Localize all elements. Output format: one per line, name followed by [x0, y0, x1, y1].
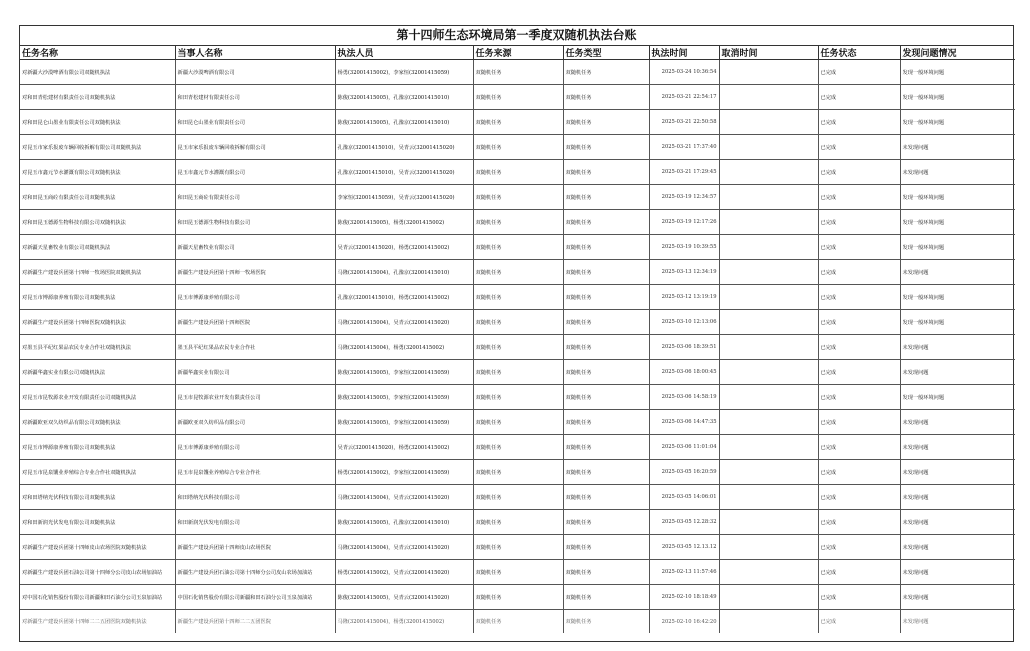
enforcement-time-cell: 2025-03-06 14:47:35 — [649, 410, 719, 435]
task-status-cell: 已完成 — [818, 510, 900, 535]
cancel-time-cell — [719, 585, 818, 610]
findings-cell: 未发现问题 — [900, 535, 1015, 560]
task-status-cell: 已完成 — [818, 335, 900, 360]
table-row — [20, 335, 1015, 360]
findings-cell: 未发现问题 — [900, 260, 1015, 285]
task-name-cell: 对新疆生产建设兵团第十四师二二五团医院双随机执法 — [20, 610, 175, 634]
table-row — [20, 110, 1015, 135]
party-name-cell: 新疆生产建设兵团第十四师医院 — [175, 310, 335, 335]
task-type-cell: 双随机任务 — [563, 160, 649, 185]
findings-cell: 发现一般环境问题 — [900, 310, 1015, 335]
header-task-source: 任务来源 — [473, 46, 563, 60]
task-type-cell: 双随机任务 — [563, 285, 649, 310]
officers-cell: 马隆(32001415004)，吴青云(32001415020) — [335, 310, 473, 335]
header-task-status: 任务状态 — [818, 46, 900, 60]
task-type-cell: 双随机任务 — [563, 135, 649, 160]
task-name-cell: 对新疆生产建设兵团第十四师皮山农场医院双随机执法 — [20, 535, 175, 560]
table-row — [20, 610, 1015, 634]
task-status-cell: 已完成 — [818, 610, 900, 634]
task-source-cell: 双随机任务 — [473, 135, 563, 160]
cancel-time-cell — [719, 285, 818, 310]
cancel-time-cell — [719, 210, 818, 235]
task-name-cell: 对新疆生产建设兵团第十四师一牧场医院双随机执法 — [20, 260, 175, 285]
officers-cell: 马隆(32001415004)，孔豫京(32001415010) — [335, 260, 473, 285]
cancel-time-cell — [719, 235, 818, 260]
ledger-table — [20, 46, 1015, 633]
task-source-cell: 双随机任务 — [473, 235, 563, 260]
task-type-cell: 双随机任务 — [563, 60, 649, 85]
header-row — [20, 46, 1015, 60]
cancel-time-cell — [719, 335, 818, 360]
party-name-cell: 昆玉市昆泉馕业养殖综合专业合作社 — [175, 460, 335, 485]
enforcement-time-cell: 2025-03-19 10:39:55 — [649, 235, 719, 260]
task-source-cell: 双随机任务 — [473, 560, 563, 585]
task-name-cell: 对和田青松建材有限责任公司双随机执法 — [20, 85, 175, 110]
party-name-cell: 新疆大沙漠啤酒有限公司 — [175, 60, 335, 85]
table-row — [20, 185, 1015, 210]
findings-cell: 未发现问题 — [900, 410, 1015, 435]
task-source-cell: 双随机任务 — [473, 410, 563, 435]
officers-cell: 吴青云(32001415020)，杨勇(32001415002) — [335, 435, 473, 460]
officers-cell: 孔豫京(32001415010)，吴青云(32001415020) — [335, 135, 473, 160]
cancel-time-cell — [719, 535, 818, 560]
task-source-cell: 双随机任务 — [473, 535, 563, 560]
party-name-cell: 和田塔纳光伏科技有限公司 — [175, 485, 335, 510]
task-status-cell: 已完成 — [818, 360, 900, 385]
officers-cell: 马隆(32001415004)，吴青云(32001415020) — [335, 535, 473, 560]
task-type-cell: 双随机任务 — [563, 410, 649, 435]
enforcement-time-cell: 2025-03-06 14:58:19 — [649, 385, 719, 410]
table-row — [20, 585, 1015, 610]
enforcement-time-cell: 2025-02-13 11:57:46 — [649, 560, 719, 585]
task-source-cell: 双随机任务 — [473, 585, 563, 610]
task-name-cell: 对新疆欧亚双久纺织品有限公司双随机执法 — [20, 410, 175, 435]
enforcement-time-cell: 2025-03-06 18:39:51 — [649, 335, 719, 360]
task-status-cell: 已完成 — [818, 160, 900, 185]
party-name-cell: 和田昆玉德源生物科技有限公司 — [175, 210, 335, 235]
task-status-cell: 已完成 — [818, 260, 900, 285]
cancel-time-cell — [719, 185, 818, 210]
cancel-time-cell — [719, 85, 818, 110]
enforcement-time-cell: 2025-03-10 12:13:06 — [649, 310, 719, 335]
party-name-cell: 昆玉市博源康养殖有限公司 — [175, 435, 335, 460]
findings-cell: 发现一般环境问题 — [900, 85, 1015, 110]
cancel-time-cell — [719, 610, 818, 634]
task-type-cell: 双随机任务 — [563, 310, 649, 335]
task-type-cell: 双随机任务 — [563, 85, 649, 110]
table-row — [20, 235, 1015, 260]
task-type-cell: 双随机任务 — [563, 485, 649, 510]
cancel-time-cell — [719, 510, 818, 535]
task-source-cell: 双随机任务 — [473, 335, 563, 360]
task-source-cell: 双随机任务 — [473, 485, 563, 510]
task-name-cell: 对新疆大沙漠啤酒有限公司双随机执法 — [20, 60, 175, 85]
enforcement-time-cell: 2025-03-05 12.13.12 — [649, 535, 719, 560]
officers-cell: 陈俊(32001415005)，李家恒(32001415059) — [335, 410, 473, 435]
party-name-cell: 和田新润光伏发电有限公司 — [175, 510, 335, 535]
task-source-cell: 双随机任务 — [473, 160, 563, 185]
findings-cell: 未发现问题 — [900, 360, 1015, 385]
task-status-cell: 已完成 — [818, 485, 900, 510]
task-type-cell: 双随机任务 — [563, 585, 649, 610]
findings-cell: 未发现问题 — [900, 135, 1015, 160]
party-name-cell: 墨玉县平纪红果品农民专业合作社 — [175, 335, 335, 360]
party-name-cell: 新疆华鑫实业有限公司 — [175, 360, 335, 385]
findings-cell: 发现一般环境问题 — [900, 185, 1015, 210]
header-findings: 发现问题情况 — [900, 46, 1015, 60]
officers-cell: 李家恒(32001415059)，吴青云(32001415020) — [335, 185, 473, 210]
task-type-cell: 双随机任务 — [563, 335, 649, 360]
ledger-body — [20, 60, 1015, 634]
task-type-cell: 双随机任务 — [563, 210, 649, 235]
officers-cell: 杨勇(32001415002)，李家恒(32001415059) — [335, 460, 473, 485]
ledger-sheet — [19, 25, 1014, 642]
table-row — [20, 310, 1015, 335]
cancel-time-cell — [719, 410, 818, 435]
findings-cell: 发现一般环境问题 — [900, 110, 1015, 135]
task-source-cell: 双随机任务 — [473, 360, 563, 385]
task-status-cell: 已完成 — [818, 435, 900, 460]
task-name-cell: 对和田昆玉商砼有限责任公司双随机执法 — [20, 185, 175, 210]
cancel-time-cell — [719, 360, 818, 385]
party-name-cell: 新疆生产建设兵团石油公司第十四师分公司皮山农场加油站 — [175, 560, 335, 585]
task-name-cell: 对和田昆玉德源生物科技有限公司双随机执法 — [20, 210, 175, 235]
findings-cell: 未发现问题 — [900, 435, 1015, 460]
task-source-cell: 双随机任务 — [473, 310, 563, 335]
task-source-cell: 双随机任务 — [473, 185, 563, 210]
task-source-cell: 双随机任务 — [473, 385, 563, 410]
party-name-cell: 新疆天星畜牧业有限公司 — [175, 235, 335, 260]
table-row — [20, 535, 1015, 560]
findings-cell: 未发现问题 — [900, 560, 1015, 585]
task-source-cell: 双随机任务 — [473, 610, 563, 634]
officers-cell: 马隆(32001415004)，杨勇(32001415002) — [335, 335, 473, 360]
header-officers: 执法人员 — [335, 46, 473, 60]
cancel-time-cell — [719, 560, 818, 585]
task-type-cell: 双随机任务 — [563, 185, 649, 210]
findings-cell: 发现一般环境问题 — [900, 385, 1015, 410]
header-party-name: 当事人名称 — [175, 46, 335, 60]
party-name-cell: 新疆欧亚双久纺织品有限公司 — [175, 410, 335, 435]
task-name-cell: 对新疆生产建设兵团第十四师医院双随机执法 — [20, 310, 175, 335]
party-name-cell: 昆玉市家乐报废车辆回收拆解有限公司 — [175, 135, 335, 160]
table-row — [20, 385, 1015, 410]
task-status-cell: 已完成 — [818, 535, 900, 560]
table-row — [20, 210, 1015, 235]
task-status-cell: 已完成 — [818, 185, 900, 210]
table-row — [20, 135, 1015, 160]
header-task-type: 任务类型 — [563, 46, 649, 60]
task-source-cell: 双随机任务 — [473, 85, 563, 110]
task-name-cell: 对昆玉市博源康养殖有限公司双随机执法 — [20, 435, 175, 460]
task-type-cell: 双随机任务 — [563, 235, 649, 260]
table-row — [20, 485, 1015, 510]
task-type-cell: 双随机任务 — [563, 360, 649, 385]
table-row — [20, 160, 1015, 185]
task-status-cell: 已完成 — [818, 585, 900, 610]
task-name-cell: 对新疆天星畜牧业有限公司双随机执法 — [20, 235, 175, 260]
enforcement-time-cell: 2025-03-06 18:00:45 — [649, 360, 719, 385]
enforcement-time-cell: 2025-03-24 10:36:54 — [649, 60, 719, 85]
task-status-cell: 已完成 — [818, 110, 900, 135]
findings-cell: 未发现问题 — [900, 510, 1015, 535]
officers-cell: 吴青云(32001415020)，杨勇(32001415002) — [335, 235, 473, 260]
header-enforcement-time: 执法时间 — [649, 46, 719, 60]
task-type-cell: 双随机任务 — [563, 260, 649, 285]
cancel-time-cell — [719, 485, 818, 510]
officers-cell: 陈俊(32001415005)，吴青云(32001415020) — [335, 585, 473, 610]
task-name-cell: 对和田新润光伏发电有限公司双随机执法 — [20, 510, 175, 535]
task-name-cell: 对昆玉市昆泉馕业养殖综合专业合作社双随机执法 — [20, 460, 175, 485]
task-source-cell: 双随机任务 — [473, 460, 563, 485]
officers-cell: 陈俊(32001415005)，杨勇(32001415002) — [335, 210, 473, 235]
findings-cell: 发现一般环境问题 — [900, 235, 1015, 260]
enforcement-time-cell: 2025-03-21 22:50:58 — [649, 110, 719, 135]
findings-cell: 未发现问题 — [900, 585, 1015, 610]
party-name-cell: 和田青松建材有限责任公司 — [175, 85, 335, 110]
task-name-cell: 对新疆华鑫实业有限公司双随机执法 — [20, 360, 175, 385]
task-source-cell: 双随机任务 — [473, 285, 563, 310]
task-name-cell: 对和田塔纳光伏科技有限公司双随机执法 — [20, 485, 175, 510]
task-name-cell: 对昆玉市昆牧源农业开发有限责任公司双随机执法 — [20, 385, 175, 410]
findings-cell: 发现一般环境问题 — [900, 285, 1015, 310]
cancel-time-cell — [719, 385, 818, 410]
table-row — [20, 510, 1015, 535]
task-type-cell: 双随机任务 — [563, 385, 649, 410]
cancel-time-cell — [719, 435, 818, 460]
task-type-cell: 双随机任务 — [563, 560, 649, 585]
enforcement-time-cell: 2025-03-06 11:01:04 — [649, 435, 719, 460]
findings-cell: 未发现问题 — [900, 485, 1015, 510]
task-status-cell: 已完成 — [818, 310, 900, 335]
enforcement-time-cell: 2025-03-21 17:29:45 — [649, 160, 719, 185]
cancel-time-cell — [719, 160, 818, 185]
task-source-cell: 双随机任务 — [473, 110, 563, 135]
header-cancel-time: 取消时间 — [719, 46, 818, 60]
task-type-cell: 双随机任务 — [563, 610, 649, 634]
cancel-time-cell — [719, 135, 818, 160]
enforcement-time-cell: 2025-03-05 14:06:01 — [649, 485, 719, 510]
table-row — [20, 360, 1015, 385]
task-name-cell: 对昆玉市家乐报废车辆回收拆解有限公司双随机执法 — [20, 135, 175, 160]
task-source-cell: 双随机任务 — [473, 60, 563, 85]
table-row — [20, 560, 1015, 585]
enforcement-time-cell: 2025-03-19 12:34:57 — [649, 185, 719, 210]
officers-cell: 杨勇(32001415002)，李家恒(32001415059) — [335, 60, 473, 85]
task-status-cell: 已完成 — [818, 235, 900, 260]
enforcement-time-cell: 2025-03-05 16:20:59 — [649, 460, 719, 485]
officers-cell: 杨勇(32001415002)，吴青云(32001415020) — [335, 560, 473, 585]
task-status-cell: 已完成 — [818, 210, 900, 235]
task-source-cell: 双随机任务 — [473, 510, 563, 535]
task-name-cell: 对昆玉市鑫元节水灌溉有限公司双随机执法 — [20, 160, 175, 185]
officers-cell: 陈俊(32001415005)，孔豫京(32001415010) — [335, 110, 473, 135]
officers-cell: 陈俊(32001415005)，李家恒(32001415059) — [335, 360, 473, 385]
party-name-cell: 新疆生产建设兵团第十四师一牧场医院 — [175, 260, 335, 285]
task-source-cell: 双随机任务 — [473, 260, 563, 285]
table-row — [20, 460, 1015, 485]
officers-cell: 陈俊(32001415005)，孔豫京(32001415010) — [335, 85, 473, 110]
task-name-cell: 对墨玉县平纪红果品农民专业合作社双随机执法 — [20, 335, 175, 360]
task-name-cell: 对昆玉市博源康养殖有限公司双随机执法 — [20, 285, 175, 310]
task-type-cell: 双随机任务 — [563, 460, 649, 485]
findings-cell: 未发现问题 — [900, 460, 1015, 485]
task-source-cell: 双随机任务 — [473, 435, 563, 460]
table-row — [20, 285, 1015, 310]
ledger-title: 第十四师生态环境局第一季度双随机执法台账 — [20, 26, 1013, 46]
task-status-cell: 已完成 — [818, 135, 900, 160]
findings-cell: 发现一般环境问题 — [900, 210, 1015, 235]
table-row — [20, 260, 1015, 285]
party-name-cell: 和田昆仑山墨业有限责任公司 — [175, 110, 335, 135]
enforcement-time-cell: 2025-02-10 18:18:49 — [649, 585, 719, 610]
enforcement-time-cell: 2025-03-13 12:34:19 — [649, 260, 719, 285]
task-status-cell: 已完成 — [818, 460, 900, 485]
enforcement-time-cell: 2025-03-12 13:19:19 — [649, 285, 719, 310]
officers-cell: 陈俊(32001415005)，孔豫京(32001415010) — [335, 510, 473, 535]
party-name-cell: 新疆生产建设兵团第十四师二二五团医院 — [175, 610, 335, 634]
task-name-cell: 对新疆生产建设兵团石油公司第十四师分公司皮山农场加油站 — [20, 560, 175, 585]
table-row — [20, 85, 1015, 110]
task-status-cell: 已完成 — [818, 85, 900, 110]
cancel-time-cell — [719, 110, 818, 135]
officers-cell: 马隆(32001415004)，杨勇(32001415002) — [335, 610, 473, 634]
party-name-cell: 昆玉市博源康养殖有限公司 — [175, 285, 335, 310]
officers-cell: 陈俊(32001415005)，李家恒(32001415059) — [335, 385, 473, 410]
task-type-cell: 双随机任务 — [563, 510, 649, 535]
task-name-cell: 对和田昆仑山墨业有限责任公司双随机执法 — [20, 110, 175, 135]
table-row — [20, 435, 1015, 460]
table-row — [20, 410, 1015, 435]
task-status-cell: 已完成 — [818, 285, 900, 310]
findings-cell: 未发现问题 — [900, 335, 1015, 360]
task-name-cell: 对中国石化销售股份有限公司新疆和田石油分公司玉泉加油站 — [20, 585, 175, 610]
task-type-cell: 双随机任务 — [563, 435, 649, 460]
findings-cell: 未发现问题 — [900, 610, 1015, 634]
party-name-cell: 中国石化销售股份有限公司新疆和田石油分公司玉泉加油站 — [175, 585, 335, 610]
cancel-time-cell — [719, 260, 818, 285]
task-status-cell: 已完成 — [818, 60, 900, 85]
party-name-cell: 新疆生产建设兵团第十四师皮山农场医院 — [175, 535, 335, 560]
findings-cell: 发现一般环境问题 — [900, 60, 1015, 85]
party-name-cell: 昆玉市昆牧源农业开发有限责任公司 — [175, 385, 335, 410]
task-type-cell: 双随机任务 — [563, 110, 649, 135]
table-row — [20, 60, 1015, 85]
officers-cell: 马隆(32001415004)，吴青云(32001415020) — [335, 485, 473, 510]
task-status-cell: 已完成 — [818, 385, 900, 410]
task-status-cell: 已完成 — [818, 560, 900, 585]
cancel-time-cell — [719, 310, 818, 335]
task-source-cell: 双随机任务 — [473, 210, 563, 235]
party-name-cell: 昆玉市鑫元节水灌溉有限公司 — [175, 160, 335, 185]
findings-cell: 未发现问题 — [900, 160, 1015, 185]
task-status-cell: 已完成 — [818, 410, 900, 435]
enforcement-time-cell: 2025-03-21 17:37:40 — [649, 135, 719, 160]
task-type-cell: 双随机任务 — [563, 535, 649, 560]
enforcement-time-cell: 2025-03-21 22:54:17 — [649, 85, 719, 110]
enforcement-time-cell: 2025-02-10 16:42:20 — [649, 610, 719, 634]
header-task-name: 任务名称 — [20, 46, 175, 60]
party-name-cell: 和田昆玉商砼有限责任公司 — [175, 185, 335, 210]
enforcement-time-cell: 2025-03-19 12:17:26 — [649, 210, 719, 235]
cancel-time-cell — [719, 460, 818, 485]
officers-cell: 孔豫京(32001415010)，吴青云(32001415020) — [335, 160, 473, 185]
officers-cell: 孔豫京(32001415010)，杨勇(32001415002) — [335, 285, 473, 310]
enforcement-time-cell: 2025-03-05 12.28:32 — [649, 510, 719, 535]
cancel-time-cell — [719, 60, 818, 85]
